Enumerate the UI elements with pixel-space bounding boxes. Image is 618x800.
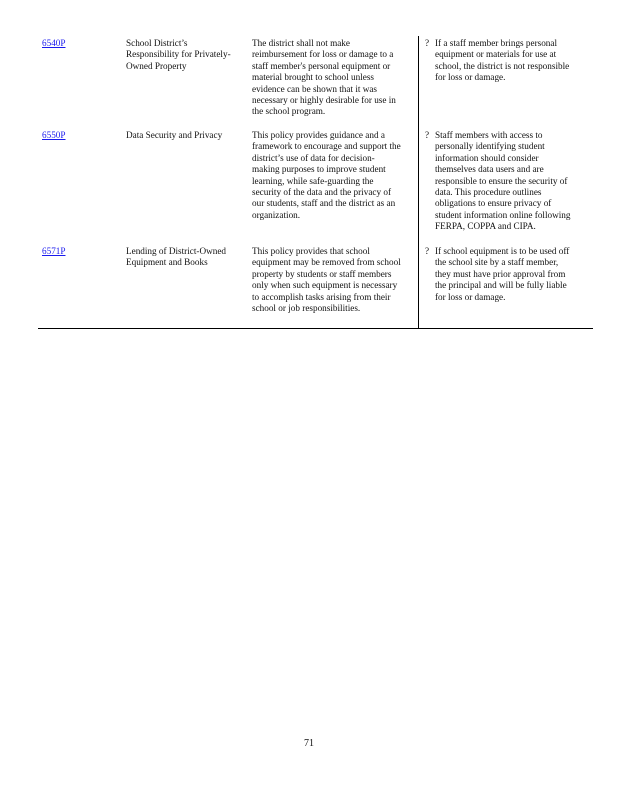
note-item: [419, 130, 593, 233]
policy-note: If a staff member brings personal equipment or materials for use at school, the district is not responsible for loss or damage.: [435, 38, 570, 83]
policy-title: School District’s Responsibility for Privately-Owned Property: [126, 38, 231, 71]
bullet-glyph: ?: [425, 38, 430, 48]
policy-code-cell: [38, 246, 126, 329]
table-row: [38, 246, 593, 329]
policy-title-cell: [126, 130, 252, 246]
policy-title: Data Security and Privacy: [126, 130, 223, 140]
policy-description: The district shall not make reimbursement for loss or damage to a staff member's personal equipment or material brought to school unless evidence can be shown that it was necessary or highly desirable for use in the school program.: [252, 38, 396, 117]
policy-code-cell: [38, 36, 126, 130]
policy-title: Lending of District-Owned Equipment and Books: [126, 246, 227, 268]
policy-code-link[interactable]: 6571P: [42, 246, 66, 256]
policy-title-cell: [126, 36, 252, 130]
table-row: [38, 36, 593, 130]
policy-table: [38, 36, 593, 329]
policy-description: This policy provides guidance and a framework to encourage and support the district’s use of data for decision-making purposes to improve student learning, while safe-guarding the security of the data and the privacy of our students, staff and the district as an organization.: [252, 130, 401, 220]
policy-note-cell: [419, 36, 594, 130]
table-row: [38, 130, 593, 246]
note-item: [419, 38, 593, 84]
note-item: [419, 246, 593, 303]
policy-note: Staff members with access to personally identifying student information should consider themselves data users and are responsible to ensure the security of data. This procedure outlines obligations to ensure privacy of student information online following FERPA, COPPA and CIPA.: [435, 130, 571, 232]
policy-note-cell: [419, 130, 594, 246]
page-number: 71: [304, 738, 314, 749]
policy-note-cell: [419, 246, 594, 329]
bullet-glyph: ?: [425, 130, 430, 140]
policy-description-cell: [252, 246, 419, 329]
policy-title-cell: [126, 246, 252, 329]
bullet-glyph: ?: [425, 246, 430, 256]
policy-code-link[interactable]: 6550P: [42, 130, 66, 140]
policy-description: This policy provides that school equipment may be removed from school property by students or staff members only when such equipment is necessary to accomplish tasks arising from their school or job responsibilities.: [252, 246, 401, 314]
policy-description-cell: [252, 36, 419, 130]
policy-code-link[interactable]: 6540P: [42, 38, 66, 48]
policy-note: If school equipment is to be used off the school site by a staff member, they must have prior approval from the principal and will be fully liable for loss or damage.: [435, 246, 570, 302]
policy-code-cell: [38, 130, 126, 246]
policy-description-cell: [252, 130, 419, 246]
